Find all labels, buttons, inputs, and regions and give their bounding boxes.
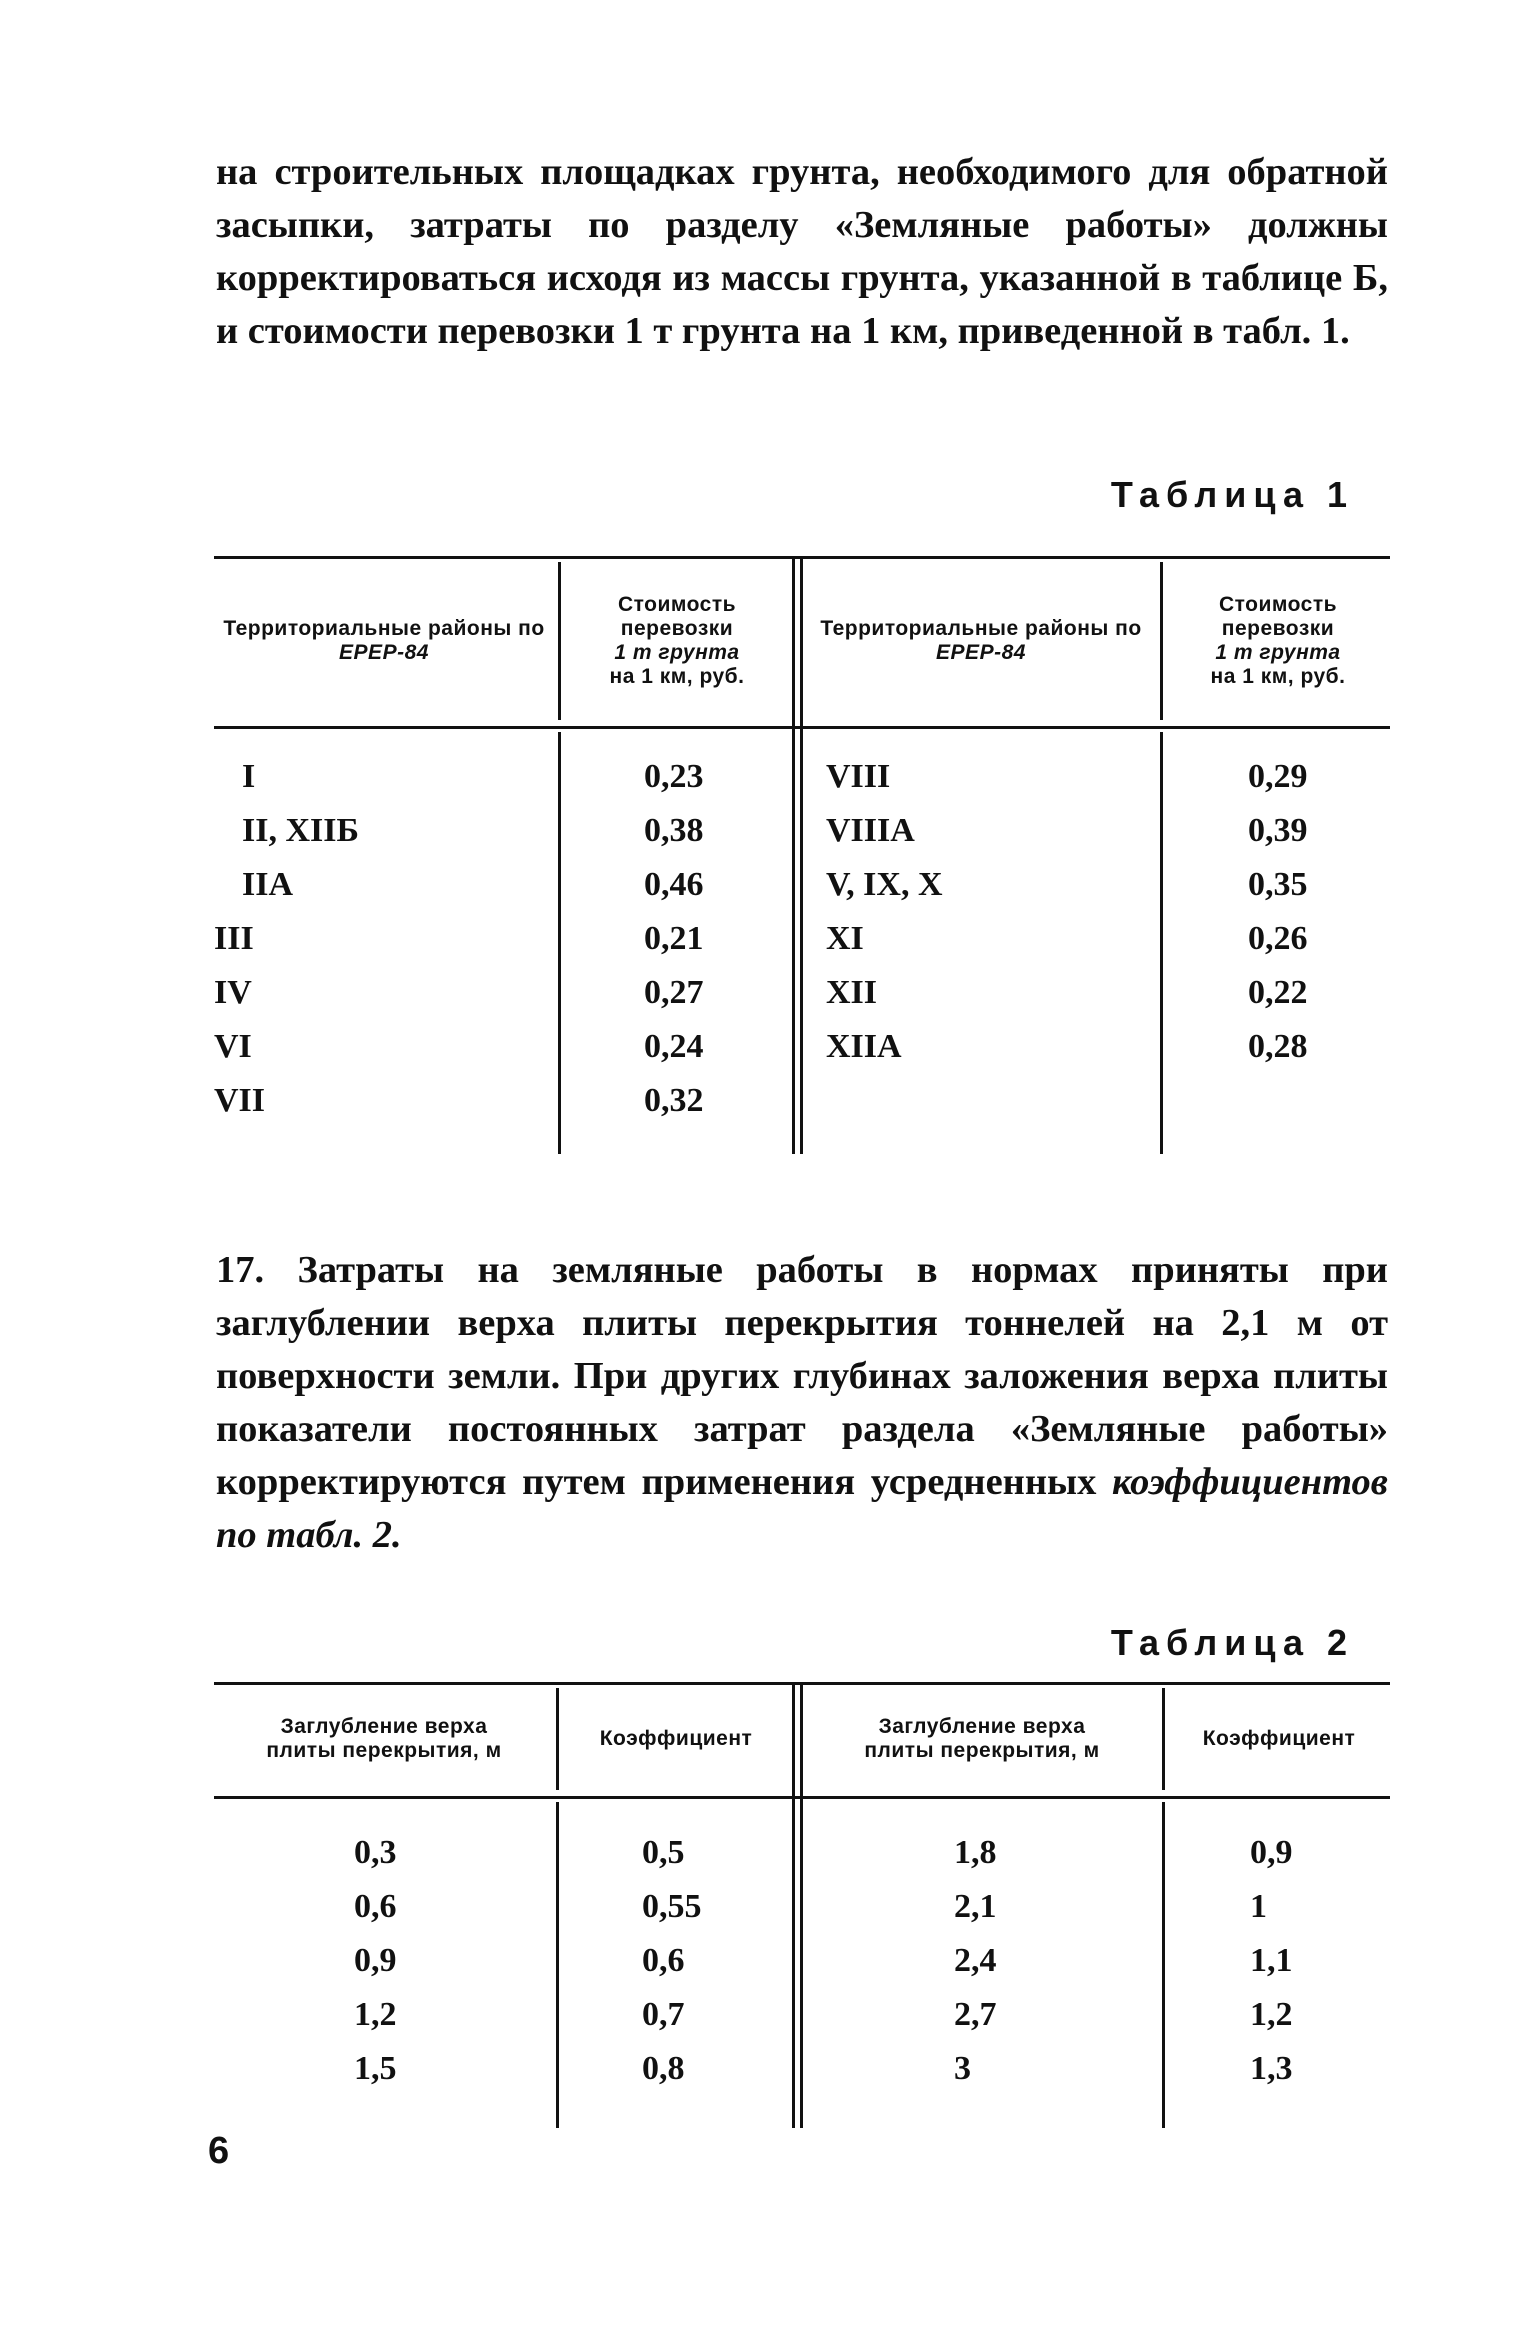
coef-cell: 1,3 (1250, 2050, 1293, 2087)
cost-cell: 0,27 (644, 974, 704, 1011)
region-cell: VI (214, 1028, 252, 1065)
section-17-italic-text: коэффициентов по табл. 2. (216, 1461, 1388, 1556)
coef-cell: 0,7 (642, 1996, 685, 2033)
table1-left-regions (214, 750, 554, 1128)
table1-head-divider (1160, 562, 1163, 720)
depth-cell: 1,5 (354, 2050, 397, 2087)
cost-cell: 0,22 (1248, 974, 1308, 1011)
coef-cell: 1 (1250, 1888, 1267, 1925)
cost-cell: 0,28 (1248, 1028, 1308, 1065)
region-cell: II, XIIБ (242, 812, 359, 849)
depth-cell: 2,4 (954, 1942, 997, 1979)
coef-header-label: Коэффициент (599, 1727, 753, 1750)
coef-cell: 0,5 (642, 1834, 685, 1871)
cost-cell: 0,21 (644, 920, 704, 957)
coef-header-label: Коэффициент (1202, 1727, 1356, 1750)
table1-left-costs (644, 750, 784, 1128)
region-code-label: ЕРЕР-84 (339, 641, 429, 664)
section-17-paragraph (216, 1244, 1388, 1562)
region-cell: III (214, 920, 254, 957)
table1-right-costs (1248, 750, 1388, 1074)
cost-cell: 0,23 (644, 758, 704, 795)
intro-paragraph (216, 146, 1388, 358)
coef-cell: 0,6 (642, 1942, 685, 1979)
table1-head-divider (558, 562, 561, 720)
cost-header-line: 1 т грунта (614, 641, 740, 664)
table2-left-coefs (642, 1826, 782, 2096)
cost-cell: 0,29 (1248, 758, 1308, 795)
table2-body-divider (556, 1802, 559, 2128)
table2-caption: Таблица 2 (1110, 1622, 1354, 1663)
depth-cell: 1,2 (354, 1996, 397, 2033)
cost-header-line: на 1 км, руб. (609, 665, 745, 688)
page-number: 6 (208, 2130, 230, 2172)
region-cell: VII (214, 1082, 266, 1119)
section-17-text: 17. Затраты на земляные работы в нормах приняты при заглублении верха плиты перекрытия тоннелей на 2,1 м от поверхности земли. При других глубинах заложения верха плиты показатели постоянных затрат раздела «Земляные работы» корректируются путем применения усредненных (216, 1249, 1388, 1503)
cost-header-line: на 1 км, руб. (1210, 665, 1346, 688)
table2-header-depth-right (804, 1688, 1160, 1790)
table2-double-divider (792, 1682, 803, 2128)
table2-header-depth-left (214, 1688, 554, 1790)
depth-cell: 2,7 (954, 1996, 997, 2033)
coef-cell: 1,2 (1250, 1996, 1293, 2033)
region-code-label: ЕРЕР-84 (936, 641, 1026, 664)
region-cell: I (242, 758, 256, 795)
cost-cell: 0,46 (644, 866, 704, 903)
cost-header-line: Стоимость (617, 593, 737, 616)
cost-header-line: перевозки (620, 617, 734, 640)
coef-cell: 0,8 (642, 2050, 685, 2087)
table2-right-coefs (1250, 1826, 1380, 2096)
depth-header-line: Заглубление верха (878, 1715, 1086, 1738)
depth-cell: 0,3 (354, 1834, 397, 1871)
region-header-label: Территориальные районы по (820, 617, 1142, 640)
region-cell: IV (214, 974, 252, 1011)
coef-cell: 0,9 (1250, 1834, 1293, 1871)
intro-text: на строительных площадках грунта, необходимого для обратной засыпки, затраты по разделу «Земляные работы» должны корректироваться исходя из массы грунта, указанной в таблице Б, и стоимости перевозки 1 т грунта на 1 км, приведенной в табл. 1. (216, 151, 1388, 352)
depth-header-line: плиты перекрытия, м (864, 1739, 1100, 1762)
region-cell: XI (826, 920, 864, 957)
cost-cell: 0,38 (644, 812, 704, 849)
table1-body-divider (558, 732, 561, 1154)
region-cell: IIA (242, 866, 294, 903)
coef-cell: 1,1 (1250, 1942, 1293, 1979)
region-cell: VIII (826, 758, 891, 795)
depth-header-line: плиты перекрытия, м (266, 1739, 502, 1762)
table2 (214, 1682, 1390, 2130)
table1-header-cost-right (1166, 562, 1390, 720)
table2-body-divider (1162, 1802, 1165, 2128)
region-cell: XIIA (826, 1028, 902, 1065)
cost-header-line: перевозки (1221, 617, 1335, 640)
table2-head-divider (1162, 1688, 1165, 1790)
depth-cell: 0,6 (354, 1888, 397, 1925)
cost-cell: 0,26 (1248, 920, 1308, 957)
table1-double-divider (792, 556, 803, 1154)
cost-header-line: Стоимость (1218, 593, 1338, 616)
region-cell: V, IX, X (826, 866, 943, 903)
cost-cell: 0,32 (644, 1082, 704, 1119)
cost-cell: 0,35 (1248, 866, 1308, 903)
table1-header-cost-left (564, 562, 790, 720)
table2-head-divider (556, 1688, 559, 1790)
depth-cell: 0,9 (354, 1942, 397, 1979)
table2-left-depths (354, 1826, 544, 2096)
table2-right-depths (954, 1826, 1144, 2096)
depth-header-line: Заглубление верха (280, 1715, 488, 1738)
coef-cell: 0,55 (642, 1888, 702, 1925)
depth-cell: 1,8 (954, 1834, 997, 1871)
table1-header-region-left (214, 562, 554, 720)
table1-right-regions (826, 750, 1146, 1074)
table1-body-divider (1160, 732, 1163, 1154)
depth-cell: 2,1 (954, 1888, 997, 1925)
region-cell: VIIIA (826, 812, 915, 849)
region-header-label: Территориальные районы по (223, 617, 545, 640)
cost-header-line: 1 т грунта (1215, 641, 1341, 664)
table2-header-coef-right (1168, 1688, 1390, 1790)
table2-header-coef-left (562, 1688, 790, 1790)
table1-caption: Таблица 1 (1110, 474, 1354, 515)
region-cell: XII (826, 974, 878, 1011)
table1-header-region-right (804, 562, 1158, 720)
cost-cell: 0,24 (644, 1028, 704, 1065)
depth-cell: 3 (954, 2050, 971, 2087)
cost-cell: 0,39 (1248, 812, 1308, 849)
table1 (214, 556, 1390, 1156)
